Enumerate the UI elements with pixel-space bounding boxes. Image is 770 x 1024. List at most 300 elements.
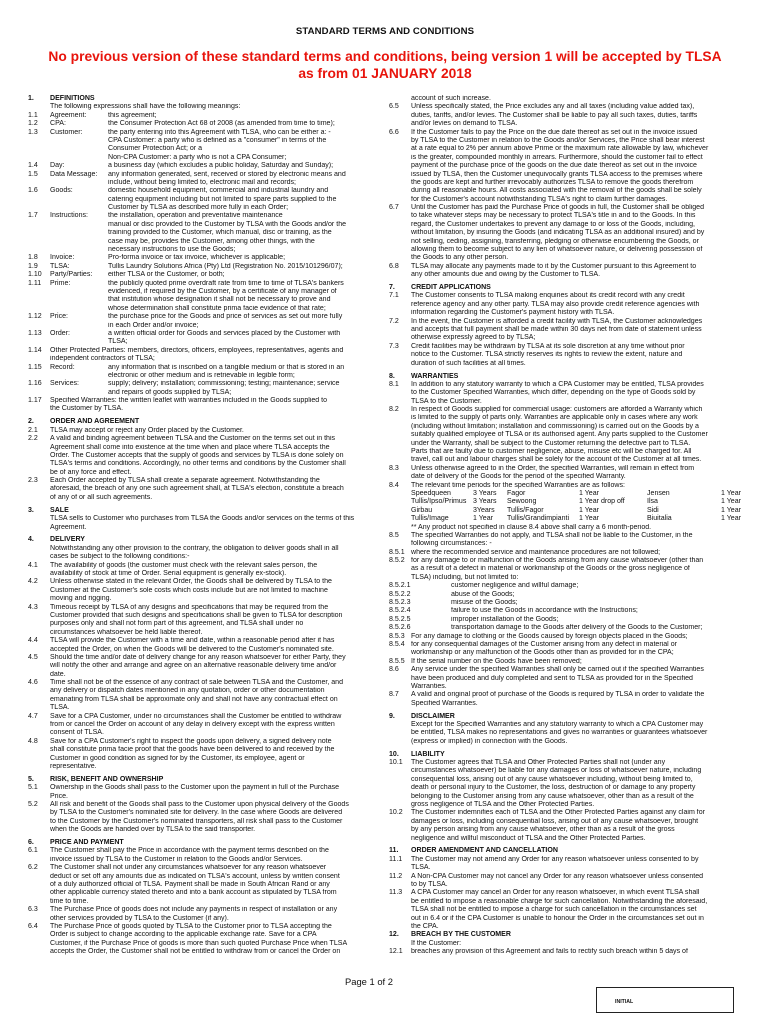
clause-text: by TLSA to the Customer in relation to the Goods and/or Services, the Price shall bear interest bbox=[411, 136, 705, 144]
clause-text: Save for a CPA Customer's right to inspect the goods upon delivery, a signed delivery note bbox=[50, 737, 332, 745]
clause-text: circumstances whatsoever be held liable thereof. bbox=[50, 628, 203, 636]
warranty-cell: 1 Year bbox=[579, 515, 599, 523]
clause-text: Order. The Customer accepts that the supply of goods and services by TLSA is done solely on bbox=[50, 451, 344, 459]
clause-text: TLSA) including, but not limited to: bbox=[411, 573, 519, 581]
clause-line bbox=[389, 381, 743, 389]
clause-text: The Customer consents to TLSA making enquiries about its credit record with any credit bbox=[411, 292, 685, 300]
clause-text: case may be, provides the Customer, among other things, with the bbox=[108, 237, 315, 245]
clause-line bbox=[389, 658, 743, 666]
clause-number bbox=[28, 948, 50, 956]
clause-text: (express or implied) in connection with the Goods. bbox=[411, 737, 568, 745]
indent bbox=[50, 229, 108, 237]
clause-text: TLSA. bbox=[50, 704, 70, 712]
clause-line bbox=[389, 448, 743, 456]
clause-number: 1.6 bbox=[28, 187, 38, 195]
clause-line bbox=[28, 427, 386, 435]
clause-text: The specified Warranties do not apply, and TLSA shall not be liable to the Customer, in the bbox=[411, 531, 693, 539]
clause-text: following circumstances: - bbox=[411, 540, 492, 548]
clause-line bbox=[389, 129, 743, 137]
initial-label: INITIAL bbox=[615, 999, 634, 1005]
clause-line bbox=[28, 171, 386, 179]
clause-line bbox=[28, 212, 386, 220]
clause-line bbox=[389, 137, 743, 145]
clause-number bbox=[389, 326, 411, 334]
clause-number: 6. bbox=[28, 839, 34, 847]
clause-text: Warranties. bbox=[411, 682, 447, 690]
clause-text: Parts that are faulty due to customer negligence, abuse, misuse etc will be charged for. All bbox=[411, 448, 692, 456]
clause-line bbox=[28, 347, 386, 355]
clause-number: 9. bbox=[389, 712, 395, 720]
page-number: Page 1 of 2 bbox=[345, 976, 393, 987]
indent bbox=[50, 338, 108, 346]
clause-text: Tullis Laundry Solutions Africa (Pty) Ltd (Registration No. 2015/101296/07); bbox=[108, 262, 343, 270]
clause-line bbox=[389, 301, 743, 309]
clause-number: 1.5 bbox=[28, 170, 38, 178]
clause-number: 10.1 bbox=[389, 759, 403, 767]
clause-number bbox=[389, 414, 411, 422]
clause-text: Customer in good condition as signed for by the Customer, its employee, agent or bbox=[50, 754, 305, 762]
clause-text: that institution whose designation it shall not be necessary to prove and bbox=[108, 296, 331, 304]
clause-text: breaches any provision of this Agreement and fails to rectify such breach within 5 days of bbox=[411, 948, 688, 956]
clause-text: Timeous receipt by TLSA of any designs and specifications that may be required from the bbox=[50, 603, 329, 611]
clause-number: 1.4 bbox=[28, 162, 38, 170]
clause-line bbox=[28, 696, 386, 704]
clause-line bbox=[28, 721, 386, 729]
clause-number: 8. bbox=[389, 372, 395, 380]
clause-number: 8.5 bbox=[389, 531, 399, 539]
clause-number: 11.2 bbox=[389, 872, 403, 880]
clause-text: A Non-CPA Customer may not cancel any Order for any reason whatsoever unless consented bbox=[411, 872, 704, 880]
clause-line bbox=[28, 330, 386, 338]
clause-text: a written official order for Goods and services placed by the Customer with bbox=[108, 329, 341, 337]
clause-text: The Customer shall pay the Price in accordance with the payment terms described on the bbox=[50, 847, 329, 855]
clause-text: TLSA. bbox=[411, 864, 431, 872]
clause-number: 10.2 bbox=[389, 809, 403, 817]
clause-number bbox=[28, 809, 50, 817]
clause-line bbox=[389, 700, 743, 708]
clause-number bbox=[389, 112, 411, 120]
warranty-cell: 1 Year bbox=[579, 506, 599, 514]
warranty-cell: 1 Year bbox=[721, 506, 741, 514]
clause-text: the publicly quoted prime overdraft rate from time to time of TLSA's bankers bbox=[108, 279, 344, 287]
clause-line bbox=[389, 423, 743, 431]
clause-text: Other Protected Parties: members, directors, officers, employees, representatives, agents and bbox=[50, 346, 344, 354]
clause-number bbox=[389, 793, 411, 801]
clause-text: any information that is inscribed on a tangible medium or that is stored in an bbox=[108, 363, 345, 371]
clause-text: Until the Customer has paid the Purchase Price of goods in full, the Customer shall be obliged bbox=[411, 204, 704, 212]
clause-text: when the Goods are handed over by TLSA to the said transporter. bbox=[50, 826, 256, 834]
clause-number bbox=[389, 440, 411, 448]
clause-line bbox=[28, 477, 386, 485]
clause-number bbox=[28, 587, 50, 595]
clause-number: 1.15 bbox=[28, 363, 42, 371]
clause-text: Ownership in the Goods shall pass to the Customer upon the payment in full of the Purchase bbox=[50, 784, 340, 792]
clause-number: 10. bbox=[389, 750, 399, 758]
clause-number bbox=[28, 898, 50, 906]
clause-number: 1.7 bbox=[28, 212, 38, 220]
clause-number: 5. bbox=[28, 775, 34, 783]
clause-line bbox=[28, 826, 386, 834]
clause-line bbox=[389, 431, 743, 439]
clause-text: without limitation, by insuring the Goods (and indicating TLSA as an additional insured) and by bbox=[411, 229, 705, 237]
clause-line bbox=[389, 666, 743, 674]
clause-number bbox=[389, 784, 411, 792]
term-label: TLSA: bbox=[50, 262, 70, 270]
clause-text: Should the time and/or date of delivery change for any reason whatsoever for either Party, they bbox=[50, 653, 346, 661]
clause-text: In the event, the Customer is afforded a credit facility with TLSA, the Customer acknowledges bbox=[411, 317, 703, 325]
clause-number bbox=[389, 301, 411, 309]
clause-number bbox=[389, 456, 411, 464]
clause-number bbox=[28, 940, 50, 948]
clause-number bbox=[28, 469, 50, 477]
clause-line bbox=[389, 721, 743, 729]
clause-number: 8.7 bbox=[389, 691, 399, 699]
warranty-cell: Tullis/Fagor bbox=[507, 506, 544, 514]
clause-line bbox=[389, 254, 743, 262]
clause-line bbox=[28, 137, 386, 145]
clause-number bbox=[28, 662, 50, 670]
clause-text: (including without limitation; installation and commissioning) is carried out on the Goods by a bbox=[411, 422, 699, 430]
clause-number bbox=[28, 196, 50, 204]
clause-text: Specified Warranties: the written leaflet with warranties included in the Goods supplied to bbox=[50, 397, 328, 405]
clause-number bbox=[28, 545, 50, 553]
clause-number bbox=[389, 448, 411, 456]
clause-line bbox=[389, 906, 743, 914]
clause-number bbox=[28, 889, 50, 897]
warranty-cell: 1 Year bbox=[473, 515, 493, 523]
clause-text: the installation, operation and preventative maintenance bbox=[108, 212, 283, 220]
clause-number bbox=[28, 931, 50, 939]
clause-text: Time shall not be of the essence of any contract of sale between TLSA and the Customer, and bbox=[50, 679, 344, 687]
clause-line bbox=[389, 818, 743, 826]
term-label: Instructions: bbox=[50, 212, 88, 220]
clause-number bbox=[28, 355, 50, 363]
clause-line bbox=[389, 532, 743, 540]
section-heading bbox=[389, 713, 743, 721]
clause-line bbox=[389, 292, 743, 300]
clause-line bbox=[389, 473, 743, 481]
indent bbox=[50, 204, 108, 212]
clause-text: and/or levies on demand to TLSA. bbox=[411, 120, 518, 128]
clause-text: misuse of the Goods; bbox=[451, 599, 518, 607]
clause-text: electronic or other medium and is retrievable in legible form; bbox=[108, 371, 295, 379]
clause-number bbox=[389, 776, 411, 784]
clause-line bbox=[389, 221, 743, 229]
term-label: Goods: bbox=[50, 187, 73, 195]
clause-number: 8.5.4 bbox=[389, 641, 405, 648]
clause-number bbox=[28, 389, 50, 397]
clause-line bbox=[389, 179, 743, 187]
clause-line bbox=[28, 763, 386, 771]
term-label: Order: bbox=[50, 329, 70, 337]
clause-number bbox=[389, 473, 411, 481]
clause-number: 8.4 bbox=[389, 481, 399, 489]
clause-number: 8.5.2 bbox=[389, 557, 405, 565]
clause-text: in each Order and/or invoice; bbox=[108, 321, 199, 329]
clause-line bbox=[389, 456, 743, 464]
clause-number bbox=[389, 683, 411, 691]
warranty-cell: 1 Year drop off bbox=[579, 498, 625, 506]
clause-line bbox=[389, 246, 743, 254]
section-heading bbox=[389, 284, 743, 292]
clause-line bbox=[28, 112, 386, 120]
clause-text: invoice issued by TLSA to the Customer in relation to the Goods and/or Services. bbox=[50, 855, 303, 863]
clause-number bbox=[28, 204, 50, 212]
clause-number bbox=[28, 763, 50, 771]
clause-line bbox=[389, 856, 743, 864]
warranty-cell: Tullis/Ipso/Primus bbox=[411, 498, 467, 506]
section-heading bbox=[28, 839, 386, 847]
clause-line bbox=[28, 221, 386, 229]
clause-number bbox=[389, 574, 411, 582]
clause-text: TLSA's terms and conditions. Accordingly, no other terms and conditions by the Customer shall bbox=[50, 460, 346, 468]
clause-text: All risk and benefit of the Goods shall pass to the Customer upon physical delivery of the Goods bbox=[50, 801, 349, 809]
clause-number bbox=[28, 288, 50, 296]
indent bbox=[50, 145, 108, 153]
clause-text: will notify the other and arrange and agree on an alternative reasonable delivery time and/or bbox=[50, 662, 337, 670]
clause-number: 4. bbox=[28, 536, 34, 544]
clause-line bbox=[28, 313, 386, 321]
clause-text: be entitled, TLSA makes no representations and gives no warranties or guarantees whatsoever bbox=[411, 729, 708, 737]
term-label: Customer: bbox=[50, 128, 83, 136]
clause-line bbox=[28, 931, 386, 939]
clause-line bbox=[389, 683, 743, 691]
clause-number: 1.10 bbox=[28, 271, 42, 279]
clause-number bbox=[28, 460, 50, 468]
clause-text: other services provided by TLSA to the Customer (if any). bbox=[50, 914, 229, 922]
clause-text: CPA Customer: a party who is defined as a "consumer" in terms of the bbox=[108, 136, 327, 144]
clause-number bbox=[389, 431, 411, 439]
clause-line bbox=[389, 414, 743, 422]
clause-number bbox=[28, 296, 50, 304]
clause-line bbox=[28, 809, 386, 817]
clause-number: 6.3 bbox=[28, 906, 38, 914]
clause-text: to by TLSA. bbox=[411, 881, 448, 889]
indent bbox=[50, 238, 108, 246]
clause-text: training provided to the Customer, which manual, disc or training, as the bbox=[108, 229, 332, 237]
clause-number bbox=[389, 179, 411, 187]
clause-text: reference agency and any other party. TLSA may also provide credit reference agencies with bbox=[411, 300, 700, 308]
clause-text: In addition to any statutory warranty to which a CPA Customer may be entitled, TLSA provides bbox=[411, 380, 704, 388]
clause-number bbox=[28, 103, 50, 111]
clause-line bbox=[389, 864, 743, 872]
clause-line bbox=[28, 679, 386, 687]
clause-number bbox=[28, 444, 50, 452]
clause-line bbox=[28, 923, 386, 931]
clause-number: 8.3 bbox=[389, 464, 399, 472]
clause-number bbox=[389, 137, 411, 145]
indent bbox=[50, 179, 108, 187]
clause-text: the Consumer Protection Act 68 of 2008 (as amended from time to time); bbox=[108, 120, 335, 128]
clause-line bbox=[389, 540, 743, 548]
clause-number: 4.8 bbox=[28, 737, 38, 745]
clause-line bbox=[389, 889, 743, 897]
term-label: Data Message: bbox=[50, 170, 98, 178]
clause-text: customer negligence and willful damage; bbox=[451, 582, 579, 590]
clause-text: moving and rigging. bbox=[50, 595, 112, 603]
clause-number: 2.3 bbox=[28, 477, 38, 485]
clause-number: 8.2 bbox=[389, 406, 399, 414]
clause-number: 7. bbox=[389, 284, 395, 292]
indent bbox=[389, 498, 411, 506]
clause-text: the CPA. bbox=[411, 923, 439, 930]
clause-text: independent contractors of TLSA; bbox=[50, 355, 155, 363]
clause-text: time to time. bbox=[50, 897, 89, 905]
clause-line bbox=[28, 738, 386, 746]
indent bbox=[50, 246, 108, 254]
clause-line bbox=[28, 713, 386, 721]
clause-number: 1.1 bbox=[28, 111, 38, 119]
clause-number bbox=[389, 565, 411, 573]
clause-number bbox=[389, 881, 411, 889]
clause-text: failure to use the Goods in accordance with the Instructions; bbox=[451, 607, 638, 615]
clause-text: The Purchase Price of goods quoted by TLSA to the Customer prior to TLSA accepting the bbox=[50, 923, 332, 930]
clause-line bbox=[28, 620, 386, 628]
clause-line bbox=[389, 641, 743, 649]
clause-number: 8.6 bbox=[389, 666, 399, 674]
clause-line bbox=[28, 444, 386, 452]
clause-text: issued by TLSA, then the Customer unequivocally grants TLSA access to the premises where bbox=[411, 170, 703, 178]
clause-number bbox=[389, 95, 411, 103]
clause-line bbox=[28, 704, 386, 712]
clause-line bbox=[28, 271, 386, 279]
clause-line bbox=[28, 280, 386, 288]
clause-text: include, without being limited to, electronic mail and records; bbox=[108, 178, 297, 186]
clause-text: manual or disc provided to the Customer by TLSA with the Goods and/or the bbox=[108, 220, 347, 228]
warranty-cell: 3Years bbox=[473, 506, 495, 514]
clause-number: 8.5.2.5 bbox=[389, 615, 411, 623]
clause-text: duties, tariffs, and/or levies. The Customer shall be liable to pay all such taxes, duties, tariffs bbox=[411, 111, 698, 119]
clause-number bbox=[28, 818, 50, 826]
clause-text: by TLSA to the Customer's nominated site for delivery. In the case where Goods are delivered bbox=[50, 809, 343, 817]
heading-text: PRICE AND PAYMENT bbox=[50, 839, 124, 847]
clause-number bbox=[389, 864, 411, 872]
clause-number: 8.5.2.3 bbox=[389, 599, 411, 607]
clause-text: The Customer indemnifies each of TLSA and the Other Protected Parties against any claim for bbox=[411, 809, 706, 817]
indent bbox=[50, 296, 108, 304]
clause-line bbox=[28, 562, 386, 570]
clause-line bbox=[389, 465, 743, 473]
clause-line bbox=[28, 654, 386, 662]
clause-line bbox=[28, 196, 386, 204]
clause-number bbox=[28, 755, 50, 763]
clause-number bbox=[389, 398, 411, 406]
clause-line bbox=[28, 818, 386, 826]
clause-line bbox=[28, 120, 386, 128]
clause-line bbox=[28, 355, 386, 363]
clause-number bbox=[389, 221, 411, 229]
clause-number bbox=[389, 675, 411, 683]
clause-number: 6.7 bbox=[389, 204, 399, 212]
indent bbox=[389, 515, 411, 523]
clause-text: Pro-forma invoice or tax invoice, whichever is applicable; bbox=[108, 254, 286, 262]
clause-line bbox=[389, 196, 743, 204]
clause-line bbox=[28, 940, 386, 948]
clause-text: Unless otherwise stated in the relevant Order, the Goods shall be delivered by TLSA to the bbox=[50, 578, 332, 586]
clause-number bbox=[28, 570, 50, 578]
clause-text: emanating from TLSA shall be approximate only and shall not have any contractual effect on bbox=[50, 695, 338, 703]
term-label: Prime: bbox=[50, 279, 71, 287]
clause-line bbox=[28, 755, 386, 763]
clause-text: suitably qualified employee of TLSA or its authorised agent. Any parts supplied to the Customer bbox=[411, 431, 708, 439]
clause-line bbox=[389, 729, 743, 737]
clause-text: the party entering into this Agreement with TLSA, who can be either a: - bbox=[108, 128, 331, 136]
clause-line bbox=[389, 326, 743, 334]
clause-line bbox=[28, 364, 386, 372]
clause-line bbox=[389, 923, 743, 931]
clause-text: be entitled to impose a reasonable charge for such cancellation. Notwithstanding the aforesaid, bbox=[411, 897, 708, 905]
clause-line bbox=[389, 120, 743, 128]
clause-text: representative. bbox=[50, 762, 97, 770]
clause-number bbox=[28, 515, 50, 523]
clause-text: under the Warranty, shall be subject to the Customer returning the defective part to TLSA. bbox=[411, 439, 691, 447]
clause-line bbox=[28, 578, 386, 586]
clause-text: TLSA; bbox=[108, 338, 128, 346]
clause-number bbox=[28, 553, 50, 561]
clause-number: 4.2 bbox=[28, 578, 38, 586]
clause-text: gross negligence of TLSA and the Other Protected Parties. bbox=[411, 801, 595, 809]
indent bbox=[50, 221, 108, 229]
clause-text: TLSA to the Customer. bbox=[411, 397, 482, 405]
term-label: Record: bbox=[50, 363, 75, 371]
clause-text: by any person arising from any cause whatsoever, other than as a result of the gross bbox=[411, 826, 675, 834]
heading-text: CREDIT APPLICATIONS bbox=[411, 284, 491, 292]
clause-text: to the Customer Specified Warranties, which differ, depending on the type of Goods sold by bbox=[411, 389, 696, 397]
clause-text: the goods are kept and further irrevocably authorizes TLSA to remove the goods therefrom bbox=[411, 178, 694, 186]
clause-line bbox=[28, 397, 386, 405]
term-label: Day: bbox=[50, 162, 65, 170]
section-heading bbox=[28, 776, 386, 784]
clause-line bbox=[389, 607, 743, 615]
clause-number bbox=[389, 196, 411, 204]
clause-text: The availability of goods (the customer must check with the relevant sales person, the bbox=[50, 561, 318, 569]
clause-line bbox=[28, 204, 386, 212]
clause-line bbox=[28, 746, 386, 754]
clause-line bbox=[28, 162, 386, 170]
clause-line bbox=[389, 591, 743, 599]
clause-line bbox=[28, 856, 386, 864]
clause-line bbox=[389, 187, 743, 195]
clause-line bbox=[28, 405, 386, 413]
clause-text: Customer, if the Purchase Price of goods is more than such quoted Purchase Price when TLSA bbox=[50, 939, 348, 947]
term-label: Services: bbox=[50, 380, 79, 388]
clause-number: 8.5.3 bbox=[389, 632, 405, 640]
initial-box[interactable] bbox=[596, 987, 734, 1013]
clause-text: date of delivery of the Goods for the period of the specified Warranty. bbox=[411, 473, 626, 481]
clause-number: 1.11 bbox=[28, 279, 42, 287]
indent bbox=[50, 137, 108, 145]
heading-text: SALE bbox=[50, 506, 69, 514]
clause-number bbox=[389, 801, 411, 809]
clause-text: improper installation of the Goods; bbox=[451, 615, 559, 623]
clause-line bbox=[28, 604, 386, 612]
heading-text: DEFINITIONS bbox=[50, 95, 95, 102]
clause-text: to take whatever steps may be necessary to protect TLSA's title in and to the Goods. In this bbox=[411, 212, 696, 220]
clause-number bbox=[28, 524, 50, 532]
clause-number bbox=[28, 154, 50, 162]
clause-line bbox=[28, 263, 386, 271]
clause-text: is limited to the supply of parts only. Warranties are applicable only in cases where any work bbox=[411, 414, 698, 422]
clause-number bbox=[389, 389, 411, 397]
clause-text: purposes only and shall not form part of this agreement, and TLSA shall under no bbox=[50, 620, 304, 628]
indent bbox=[50, 154, 108, 162]
clause-line bbox=[389, 574, 743, 582]
section-heading bbox=[389, 931, 743, 939]
clause-text: of any of or all such agreements. bbox=[50, 493, 153, 501]
heading-text: BREACH BY THE CUSTOMER bbox=[411, 931, 511, 939]
clause-text: Unless specifically stated, the Price excludes any and all taxes (including value added tax), bbox=[411, 103, 695, 111]
clause-number bbox=[28, 338, 50, 346]
